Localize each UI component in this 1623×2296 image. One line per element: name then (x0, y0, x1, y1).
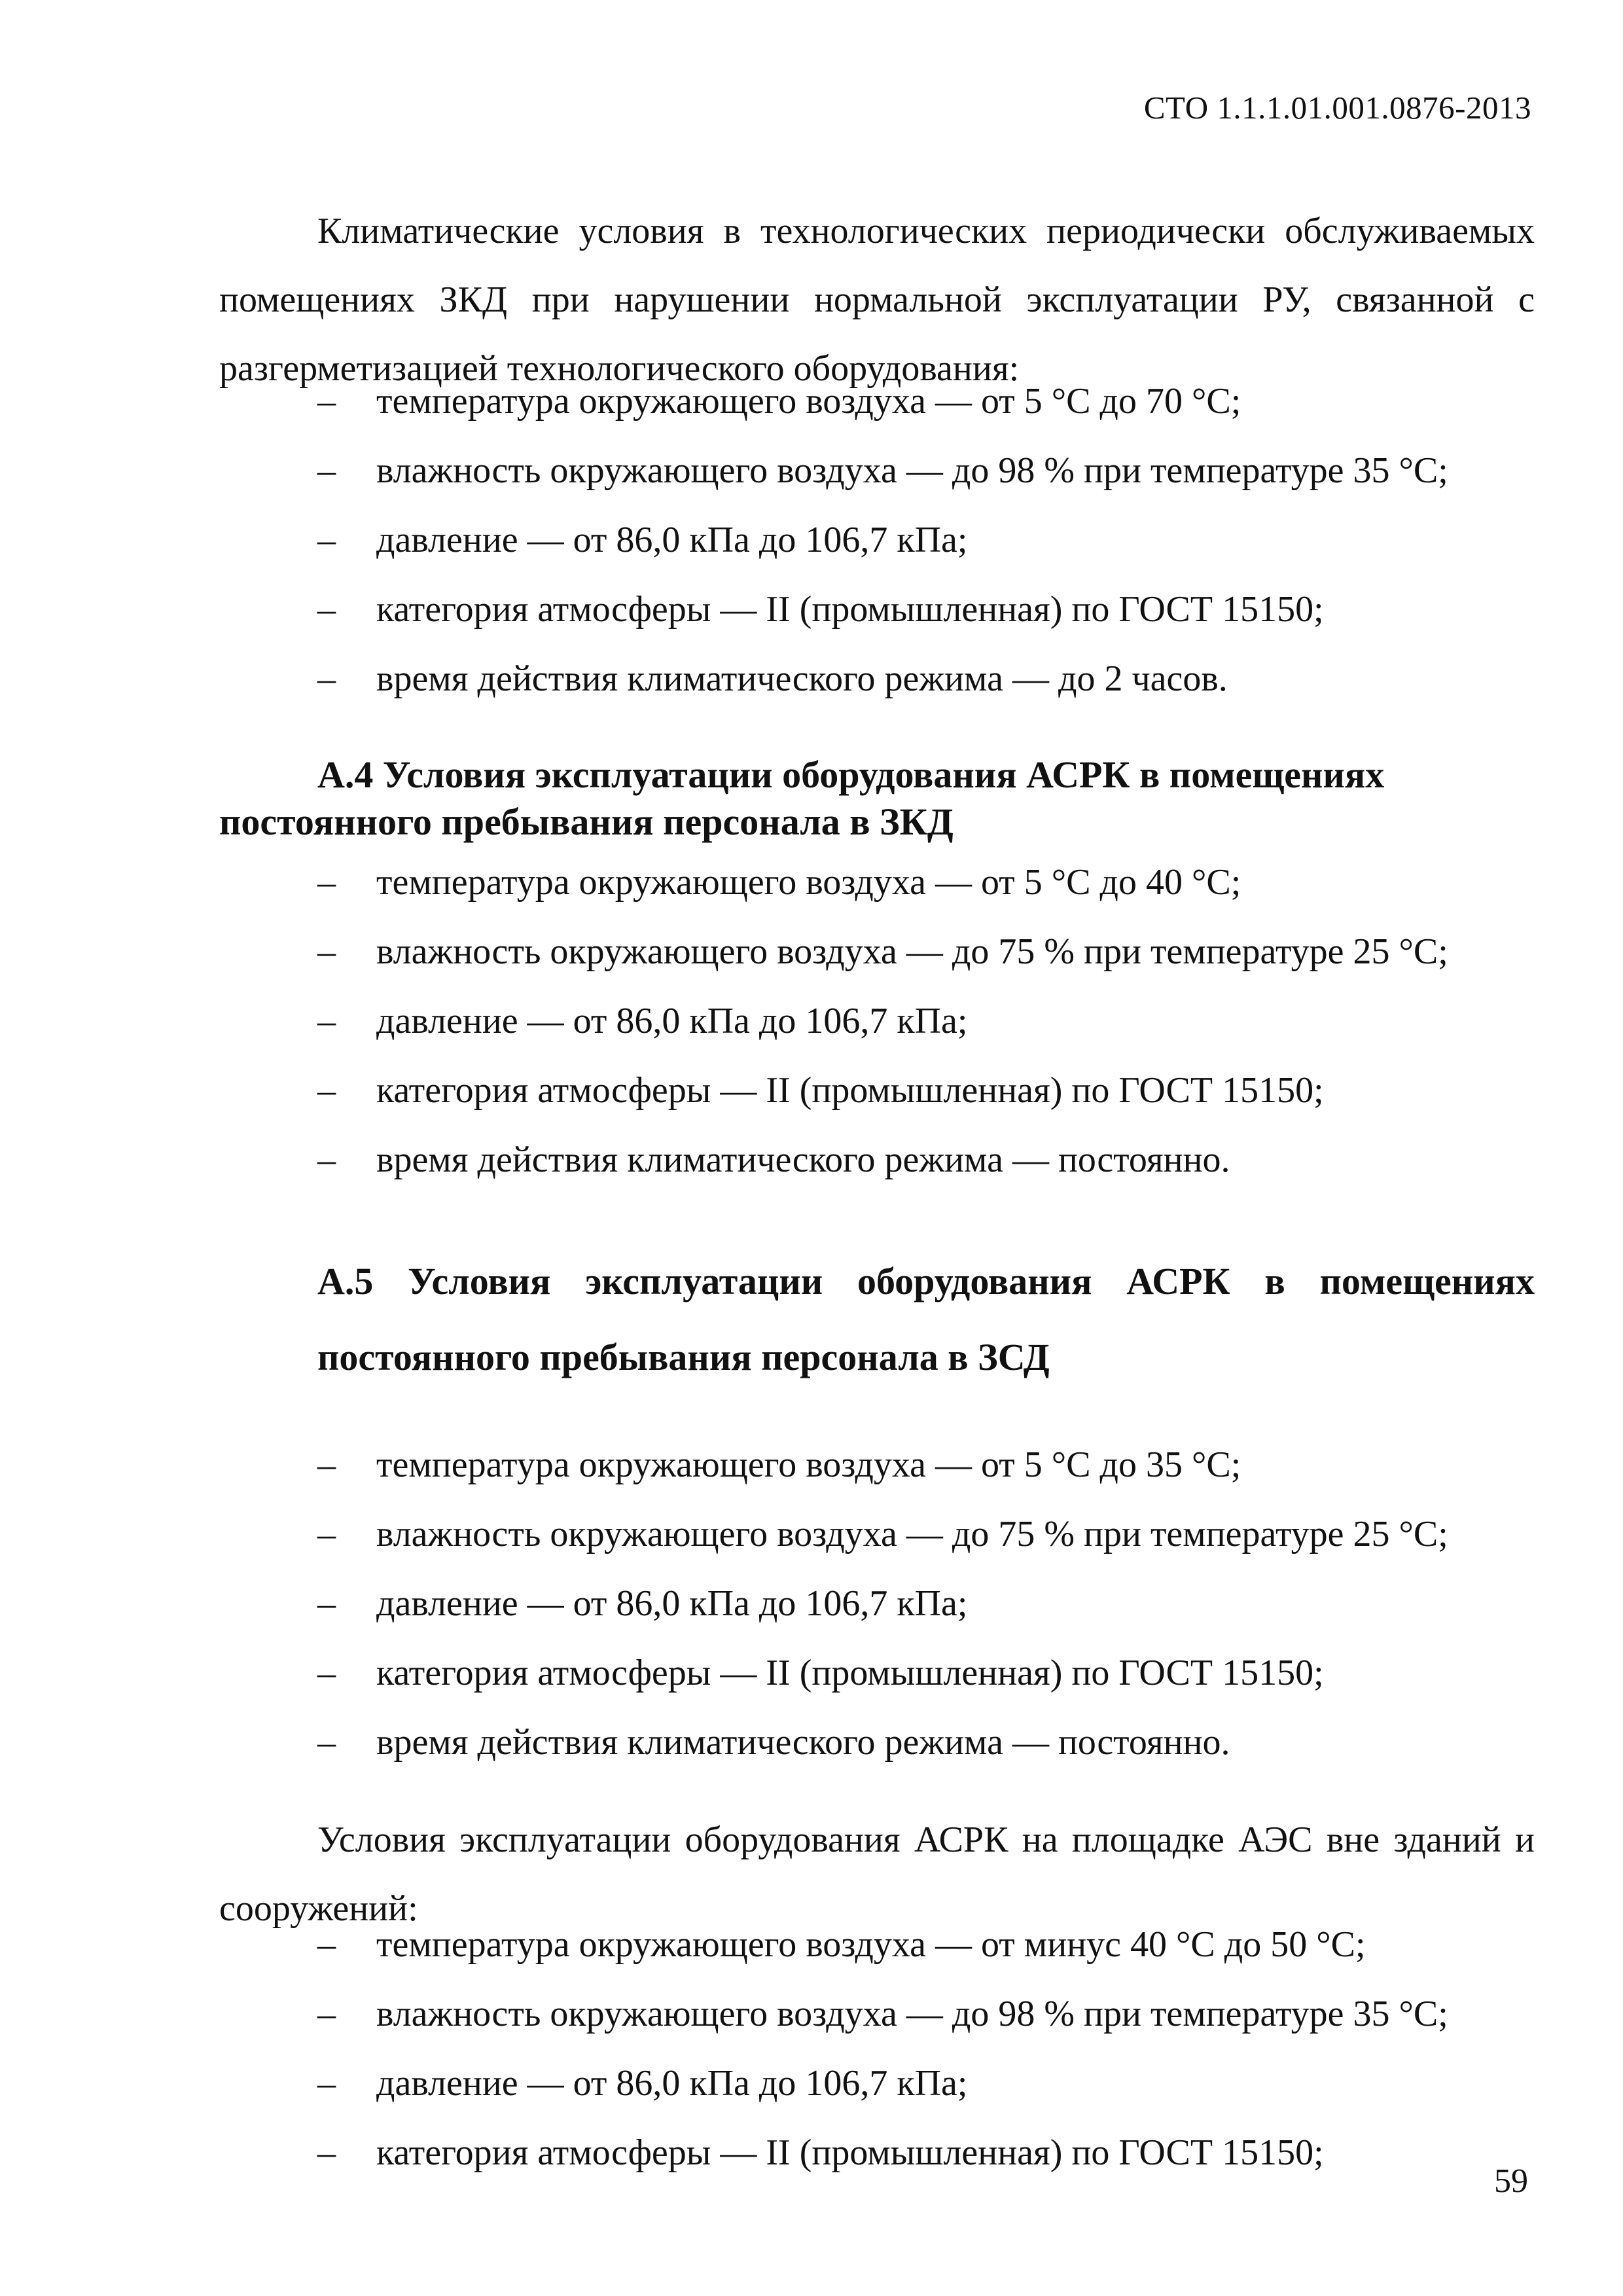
dash-marker: – (317, 381, 336, 422)
section-a3-conditions-list (317, 367, 1561, 713)
section-a3-intro: Климатические условия в технологических периодически обслуживаемых помещениях ЗКД при нарушении нормальной эксплуатации РУ, связанной с разгерметизацией технологического оборудования: (219, 211, 1535, 389)
list-item (317, 1430, 1561, 1499)
list-item-text: влажность окружающего воздуха — до 98 % при температуре 35 °С; (376, 450, 1448, 491)
list-item (317, 1979, 1561, 2049)
list-item-text: температура окружающего воздуха — от 5 °С до 35 °С; (376, 1444, 1241, 1485)
list-item-text: категория атмосферы — II (промышленная) по ГОСТ 15150; (376, 589, 1324, 630)
section-a5-conditions-list (317, 1430, 1561, 1777)
list-item-text: давление — от 86,0 кПа до 106,7 кПа; (376, 2063, 968, 2104)
dash-marker: – (317, 658, 336, 699)
section-a4-conditions-list (317, 848, 1561, 1194)
list-item-text: температура окружающего воздуха — от 5 °С до 40 °С; (376, 862, 1241, 903)
list-item-text: температура окружающего воздуха — от 5 °С до 70 °С; (376, 381, 1241, 422)
dash-marker: – (317, 1653, 336, 1693)
list-item (317, 1910, 1561, 1979)
list-item (317, 367, 1561, 436)
dash-marker: – (317, 2063, 336, 2104)
dash-marker: – (317, 1444, 336, 1485)
list-item-text: температура окружающего воздуха — от минус 40 °С до 50 °С; (376, 1924, 1366, 1965)
dash-marker: – (317, 1001, 336, 1041)
list-item-text: категория атмосферы — II (промышленная) по ГОСТ 15150; (376, 1653, 1324, 1693)
list-item (317, 1708, 1561, 1777)
list-item-text: давление — от 86,0 кПа до 106,7 кПа; (376, 520, 968, 560)
list-item-text: категория атмосферы — II (промышленная) по ГОСТ 15150; (376, 2132, 1324, 2173)
dash-marker: – (317, 589, 336, 630)
list-item (317, 644, 1561, 713)
list-item (317, 436, 1561, 505)
list-item (317, 848, 1561, 917)
dash-marker: – (317, 931, 336, 972)
list-item-text: время действия климатического режима — постоянно. (376, 1139, 1230, 1180)
list-item (317, 575, 1561, 644)
list-item (317, 1125, 1561, 1194)
page-number: 59 (1494, 2162, 1528, 2200)
dash-marker: – (317, 1139, 336, 1180)
document-code: СТО 1.1.1.01.001.0876-2013 (1143, 90, 1531, 126)
dash-marker: – (317, 520, 336, 560)
list-item (317, 986, 1561, 1056)
dash-marker: – (317, 1583, 336, 1624)
section-a5-heading: А.5 Условия эксплуатации оборудования АСРК в помещениях постоянного пребывания персонала в ЗСД (317, 1260, 1535, 1378)
list-item (317, 505, 1561, 575)
outdoor-conditions-list (317, 1910, 1561, 2187)
section-a4-heading: А.4 Условия эксплуатации оборудования АСРК в помещениях постоянного пребывания персонала в ЗКД (219, 753, 1385, 843)
list-item-text: влажность окружающего воздуха — до 75 % при температуре 25 °С; (376, 1514, 1448, 1554)
list-item (317, 1056, 1561, 1125)
list-item-text: время действия климатического режима — постоянно. (376, 1722, 1230, 1763)
list-item (317, 1638, 1561, 1708)
list-item (317, 2118, 1561, 2187)
list-item (317, 2049, 1561, 2118)
dash-marker: – (317, 450, 336, 491)
dash-marker: – (317, 1924, 336, 1965)
dash-marker: – (317, 1994, 336, 2034)
dash-marker: – (317, 2132, 336, 2173)
dash-marker: – (317, 1514, 336, 1554)
list-item-text: категория атмосферы — II (промышленная) по ГОСТ 15150; (376, 1070, 1324, 1111)
dash-marker: – (317, 1722, 336, 1763)
dash-marker: – (317, 1070, 336, 1111)
dash-marker: – (317, 862, 336, 903)
list-item-text: время действия климатического режима — до 2 часов. (376, 658, 1228, 699)
list-item-text: давление — от 86,0 кПа до 106,7 кПа; (376, 1001, 968, 1041)
outdoor-conditions-intro: Условия эксплуатации оборудования АСРК на площадке АЭС вне зданий и сооружений: (219, 1820, 1535, 1929)
list-item (317, 917, 1561, 986)
list-item-text: влажность окружающего воздуха — до 75 % при температуре 25 °С; (376, 931, 1448, 972)
list-item (317, 1569, 1561, 1638)
list-item-text: влажность окружающего воздуха — до 98 % при температуре 35 °С; (376, 1994, 1448, 2034)
list-item (317, 1499, 1561, 1569)
list-item-text: давление — от 86,0 кПа до 106,7 кПа; (376, 1583, 968, 1624)
